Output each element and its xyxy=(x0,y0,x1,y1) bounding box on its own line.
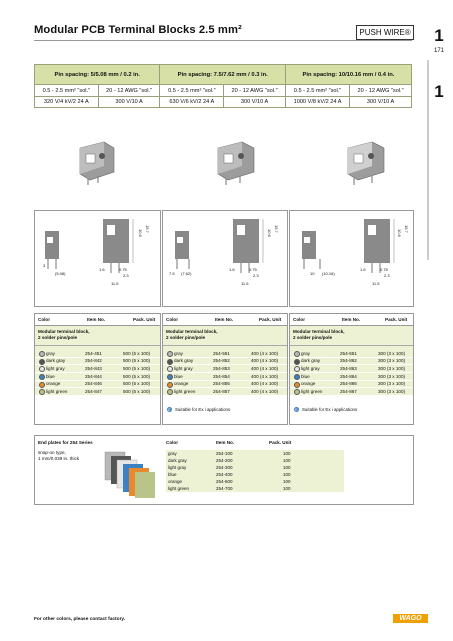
spec-cell: 630 V/6 kV/2 24 A xyxy=(160,97,224,108)
swatch-icon xyxy=(294,351,300,357)
dim-label: 1.6 xyxy=(99,267,105,272)
table-subheader: Modular terminal block, 2 solder pins/pole xyxy=(290,326,413,346)
order-table-7mm xyxy=(162,313,288,425)
section-number: 1 xyxy=(434,26,444,45)
table-row: light green 254-847 500 (5 x 100) xyxy=(35,388,160,396)
end-plate-row: blue 254-400 100 xyxy=(166,471,344,479)
end-plates-desc: 1 mm/0.039 in. thick xyxy=(38,456,80,461)
dim-label: 2.3 xyxy=(123,273,129,278)
table-header xyxy=(163,314,287,326)
swatch-icon xyxy=(39,374,45,380)
end-plates-title: End plates for 254 Series xyxy=(38,440,93,445)
spec-cell: 1000 V/8 kV/2 24 A xyxy=(285,97,349,108)
table-body xyxy=(290,346,413,396)
table-subheader: Modular terminal block, 2 solder pins/pole xyxy=(35,326,160,346)
swatch-icon xyxy=(294,382,300,388)
col-item: Item No. xyxy=(87,317,106,322)
table-row: gray 254-451 500 (5 x 100) xyxy=(35,350,160,358)
end-plate-row: gray 254-100 100 xyxy=(166,450,344,458)
col-pack: Pack. Unit xyxy=(259,317,282,322)
col-item: Item No. xyxy=(216,440,235,445)
ex-note: E Suitable for Ex i applications xyxy=(295,407,358,412)
table-row: blue 254-864 300 (3 x 100) xyxy=(290,373,413,381)
page-title: Modular PCB Terminal Blocks 2.5 mm² xyxy=(34,24,242,36)
dim-label: 11.5 xyxy=(241,281,249,286)
end-plates-image xyxy=(101,450,157,500)
end-plate-row: dark gray 254-200 100 xyxy=(166,457,344,465)
end-plate-row: orange 254-600 100 xyxy=(166,478,344,486)
dim-label: 15.7 xyxy=(274,225,279,233)
spec-heading: Pin spacing: 7.5/7.62 mm / 0.3 in. xyxy=(160,65,285,85)
spec-cell: 20 - 12 AWG "sol." xyxy=(350,85,412,97)
end-plates-desc: snap-on type, xyxy=(38,450,66,455)
spec-table xyxy=(34,64,412,108)
table-row: blue 254-854 400 (4 x 100) xyxy=(163,373,287,381)
col-pack: Pack. Unit xyxy=(385,317,408,322)
drawing-panel-7mm xyxy=(162,210,288,307)
order-table-10mm xyxy=(289,313,414,425)
dim-label: (7.62) xyxy=(181,271,192,276)
spec-cell: 320 V/4 kV/2 24 A xyxy=(35,97,99,108)
dim-label: 2.3 xyxy=(384,273,390,278)
order-table-5mm xyxy=(34,313,161,425)
table-row: dark gray 254-842 500 (5 x 100) xyxy=(35,358,160,366)
table-row: gray 254-551 400 (4 x 100) xyxy=(163,350,287,358)
dim-label: (5.08) xyxy=(55,271,66,276)
swatch-icon xyxy=(167,359,173,365)
spec-heading: Pin spacing: 10/10.16 mm / 0.4 in. xyxy=(285,65,411,85)
swatch-icon xyxy=(39,351,45,357)
col-pack: Pack. Unit xyxy=(269,440,292,445)
swatch-icon xyxy=(39,366,45,372)
spec-cell: 300 V/10 A xyxy=(350,97,412,108)
product-photo-5mm xyxy=(70,138,120,186)
table-row: light gray 254-843 500 (5 x 100) xyxy=(35,365,160,373)
table-row: light gray 254-863 300 (3 x 100) xyxy=(290,365,413,373)
dim-label: 2.3 xyxy=(253,273,259,278)
spec-cell: 20 - 12 AWG "sol." xyxy=(224,85,286,97)
spec-cell: 0.5 - 2.5 mm² "sol." xyxy=(285,85,349,97)
table-header xyxy=(290,314,413,326)
dim-label: 0.75 xyxy=(119,267,127,272)
dim-label: 0.75 xyxy=(380,267,388,272)
divider xyxy=(34,40,412,41)
spec-cell: 0.5 - 2.5 mm² "sol." xyxy=(35,85,99,97)
col-item: Item No. xyxy=(215,317,234,322)
swatch-icon xyxy=(39,382,45,388)
spec-cell: 20 - 12 AWG "sol." xyxy=(98,85,160,97)
dim-label: 15.7 xyxy=(404,225,409,233)
swatch-icon xyxy=(167,351,173,357)
table-subheader: Modular terminal block, 2 solder pins/pole xyxy=(163,326,287,346)
col-pack: Pack. Unit xyxy=(133,317,156,322)
dim-label: 1.6 xyxy=(229,267,235,272)
wago-logo: WAGO xyxy=(393,614,428,623)
col-color: Color xyxy=(166,440,178,445)
table-row: light green 254-857 400 (4 x 100) xyxy=(163,388,287,396)
table-row: orange 254-846 500 (5 x 100) xyxy=(35,381,160,389)
swatch-icon xyxy=(167,382,173,388)
table-row: blue 254-844 500 (5 x 100) xyxy=(35,373,160,381)
spec-cell: 300 V/10 A xyxy=(98,97,160,108)
end-plates-panel xyxy=(34,435,414,505)
product-photo-7mm xyxy=(210,138,260,186)
drawing-panel-10mm xyxy=(289,210,414,307)
swatch-icon xyxy=(167,389,173,395)
table-row: light gray 254-853 400 (4 x 100) xyxy=(163,365,287,373)
swatch-icon xyxy=(39,359,45,365)
col-color: Color xyxy=(293,317,305,322)
table-row: dark gray 254-852 400 (4 x 100) xyxy=(163,358,287,366)
swatch-icon xyxy=(167,366,173,372)
swatch-icon xyxy=(167,374,173,380)
brand-box: PUSH WIRE® xyxy=(356,25,414,40)
dim-label: 15.7 xyxy=(145,225,150,233)
product-photo-10mm xyxy=(340,138,390,186)
table-body xyxy=(163,346,287,396)
table-row: dark gray 254-862 300 (3 x 100) xyxy=(290,358,413,366)
spec-cell: 300 V/10 A xyxy=(224,97,286,108)
dim-label: 0.75 xyxy=(249,267,257,272)
end-plate-row: light green 254-700 100 xyxy=(166,485,344,493)
dim-label: 11.5 xyxy=(372,281,380,286)
tab-number: 1 xyxy=(434,82,444,101)
swatch-icon xyxy=(294,359,300,365)
page-number: 171 xyxy=(433,48,444,54)
table-row: gray 254-651 300 (3 x 100) xyxy=(290,350,413,358)
dim-label: 7.5 xyxy=(169,271,175,276)
spec-heading: Pin spacing: 5/5.08 mm / 0.2 in. xyxy=(35,65,160,85)
dim-label: 1.6 xyxy=(360,267,366,272)
swatch-icon xyxy=(294,366,300,372)
ex-note: E Suitable for Ex i applications xyxy=(168,407,231,412)
dim-label: (10.16) xyxy=(322,271,335,276)
table-header xyxy=(35,314,160,326)
table-body xyxy=(35,346,160,396)
col-color: Color xyxy=(38,317,50,322)
drawing-panel-5mm xyxy=(34,210,161,307)
dim-label: 10.6 xyxy=(138,229,143,237)
spec-cell: 0.5 - 2.5 mm² "sol." xyxy=(160,85,224,97)
ex-badge-icon: E xyxy=(295,407,298,412)
table-row: light green 254-867 300 (3 x 100) xyxy=(290,388,413,396)
dim-label: 10.6 xyxy=(397,229,402,237)
end-plate-row: light gray 254-300 100 xyxy=(166,464,344,472)
swatch-icon xyxy=(294,389,300,395)
dim-label: 10 xyxy=(310,271,315,276)
dim-label: 3 xyxy=(43,263,46,268)
dim-label: 10.6 xyxy=(267,229,272,237)
table-row: orange 254-866 300 (3 x 100) xyxy=(290,381,413,389)
col-color: Color xyxy=(166,317,178,322)
footer-note: For other colors, please contact factory. xyxy=(34,617,126,622)
side-bar xyxy=(427,60,429,260)
swatch-icon xyxy=(294,374,300,380)
ex-badge-icon: E xyxy=(168,407,171,412)
swatch-icon xyxy=(39,389,45,395)
col-item: Item No. xyxy=(342,317,361,322)
table-row: orange 254-856 400 (4 x 100) xyxy=(163,381,287,389)
dim-label: 11.5 xyxy=(111,281,119,286)
